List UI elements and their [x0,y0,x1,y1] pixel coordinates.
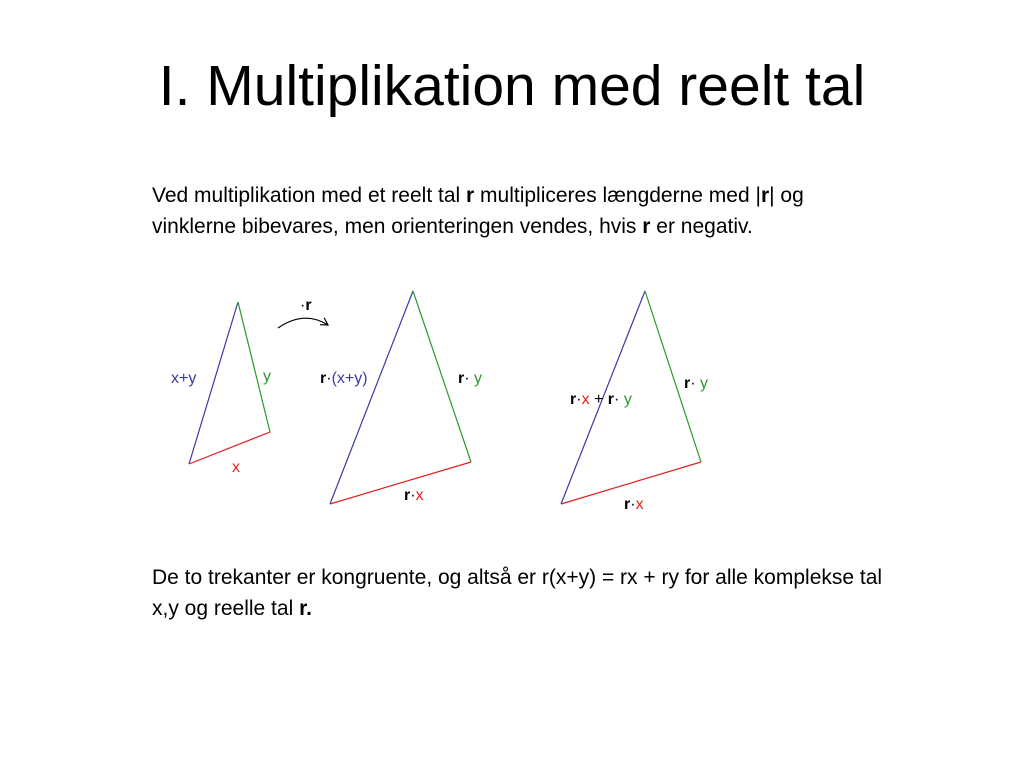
arrow-label [300,297,312,314]
x-term: x [581,391,590,408]
r-bold: r [684,375,691,392]
label-x: x [232,459,240,476]
y-term: y [623,391,632,408]
intro-bold-r-3: r [642,215,651,238]
dot: · [630,496,636,513]
intro-text-2: multipliceres længderne med | [474,184,761,207]
small-triangle [171,302,271,476]
y-term: y [700,375,709,392]
dot: · [326,370,332,387]
label-r-times-sum [320,370,368,387]
outro-bold-r: r. [299,597,312,620]
dot: · [464,370,475,387]
intro-bold-r-1: r [466,184,475,207]
label-r-times-x [624,496,644,513]
small-triangle-x-side [189,432,270,464]
intro-text-3: | og vinklerne bibevares, men orienteringen vendes, hvis [152,184,804,238]
curved-arrow-icon [278,318,328,328]
r-bold: r [458,370,465,387]
dot: · [614,391,624,408]
label-y: y [263,368,271,385]
sum-term: (x+y) [331,370,368,387]
dot: · [690,375,701,392]
scaled-triangle-x-side [330,462,471,504]
small-triangle-y-side [238,302,270,432]
x-term: x [415,487,424,504]
label-r-times-y [458,370,482,387]
r-bold: r [624,496,631,513]
arrow-dot: · [300,297,306,314]
intro-text-1: Ved multiplikation med et reelt tal [152,184,466,207]
scaled-triangle-sum-side [330,291,416,504]
label-r-times-y [684,375,708,392]
dot: · [576,391,582,408]
dot: · [410,487,416,504]
r-bold: r [607,391,615,408]
plus-sign: + [589,391,608,408]
arrow-r: r [305,297,312,314]
r-bold: r [570,391,577,408]
scaled-triangle [320,291,482,504]
y-term: y [474,370,483,387]
small-triangle-sum-side [189,302,238,464]
scaling-arrow [278,297,328,328]
intro-text-4: er negativ. [650,215,753,238]
r-bold: r [404,487,411,504]
intro-bold-r-2: r [760,184,770,207]
outro-text-1: De to trekanter er kongruente, og altså er r(x+y) = rx + ry for alle komplekse tal x,y og reelle tal [152,566,883,620]
r-bold: r [320,370,327,387]
label-x-plus-y: x+y [171,370,197,387]
decomposed-triangle [561,291,708,513]
conclusion-paragraph [152,562,892,624]
label-rx-plus-ry [570,391,632,408]
x-term: x [635,496,644,513]
label-r-times-x [404,487,424,504]
slide-title: I. Multiplikation med reelt tal [158,54,866,118]
